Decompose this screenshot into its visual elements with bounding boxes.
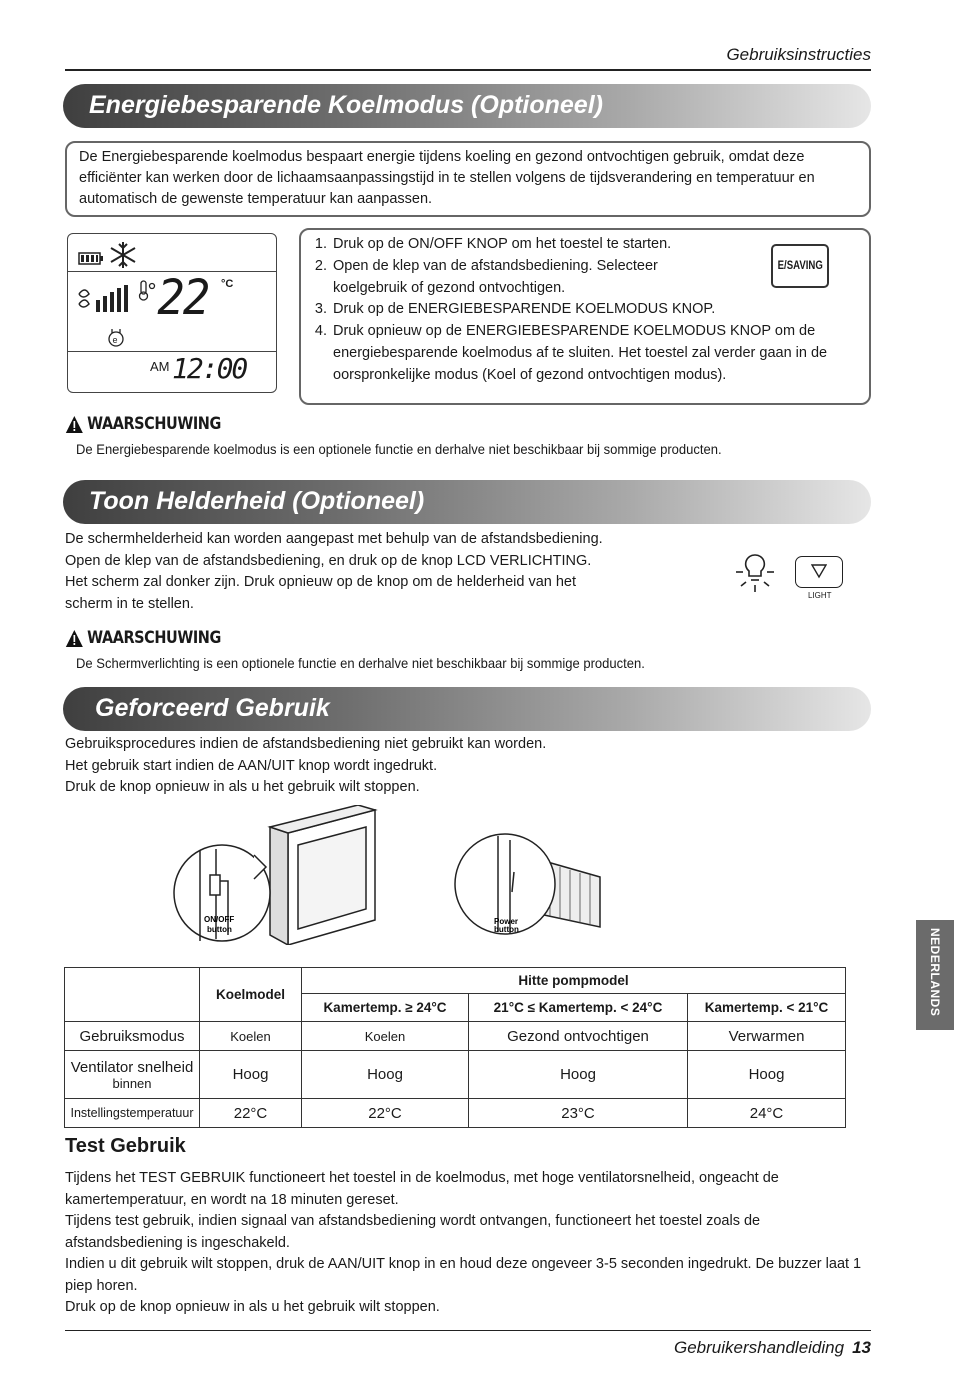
ampm-indicator: AM <box>150 359 170 374</box>
snowflake-icon <box>108 240 138 270</box>
paragraph: Tijdens test gebruik, indien signaal van afstandsbediening wordt ontvangen, functioneert het toestel zoals de afstandsbediening is ingeschakeld. <box>65 1213 761 1251</box>
step-2: 2. Open de klep van de afstandsbediening. Selecteer koelgebruik of gezond ontvochtigen. <box>331 256 733 300</box>
row-label: Gebruiksmodus <box>65 1022 200 1051</box>
running-header: Gebruiksinstructies <box>726 45 871 64</box>
section-banner-energy <box>63 84 871 128</box>
paragraph: Tijdens het TEST GEBRUIK functioneert het toestel in de koelmodus, met hoge ventilatorsnelheid, ongeacht de kamertemperatuur, en wordt na 18 minuten gereset. <box>65 1170 779 1208</box>
indoor-unit-illustration-2 <box>450 822 610 947</box>
paragraph: Indien u dit gebruik wilt stoppen, druk de AAN/UIT knop in en houd deze ongeveer 3-5 seconden ingedrukt. De buzzer laat 1 piep horen. <box>65 1256 862 1294</box>
svg-text:e: e <box>112 335 118 345</box>
section-title: Energiebesparende Koelmodus (Optioneel) <box>89 91 603 119</box>
table-row <box>65 1022 846 1051</box>
table-cell: Hoog <box>302 1051 469 1099</box>
brightness-text <box>65 529 725 615</box>
section-banner-forced <box>63 687 871 731</box>
text-line: Het scherm zal donker zijn. Druk opnieuw op de knop om de helderheid van het <box>65 574 577 590</box>
steps-box <box>299 228 871 405</box>
sub-header: Kamertemp. < 21°C <box>688 994 846 1022</box>
table-cell: Gezond ontvochtigen <box>469 1022 688 1051</box>
sub-header: Kamertemp. ≥ 24°C <box>302 994 469 1022</box>
step-3: 3. Druk op de ENERGIEBESPARENDE KOELMODUS KNOP. <box>331 299 861 321</box>
test-heading: Test Gebruik <box>65 1135 186 1157</box>
section-title: Toon Helderheid (Optioneel) <box>89 487 425 515</box>
text-line: Gebruiksprocedures indien de afstandsbediening niet gebruikt kan worden. <box>65 736 547 752</box>
warning-heading: WAARSCHUWING <box>65 628 221 648</box>
lightbulb-icon <box>733 552 777 594</box>
text-line: Open de klep van de afstandsbediening, en druk op de knop LCD VERLICHTING. <box>65 552 592 569</box>
text-line: Druk de knop opnieuw in als u het gebruik wilt stoppen. <box>65 779 420 795</box>
esaving-icon <box>106 328 126 348</box>
table-cell: Koelen <box>302 1022 469 1051</box>
battery-icon <box>78 252 104 266</box>
test-text <box>65 1168 870 1319</box>
step-4: 4. Druk opnieuw op de ENERGIEBESPARENDE KOELMODUS KNOP om de energiebesparende koelmodus af te sluiten. Het toestel zal verder gaan in de oorspronkelijke modus (Koel of gezond ontvochtigen modus). <box>331 321 861 386</box>
fig2-label-1: Power <box>494 917 519 926</box>
clock-readout: 12:00 <box>172 352 247 385</box>
table-cell: 22°C <box>200 1099 302 1128</box>
warning-text: De Energiebesparende koelmodus is een optionele functie en derhalve niet beschikbaar bij sommige producten. <box>76 441 722 457</box>
table-cell: Hoog <box>200 1051 302 1099</box>
footer-label: Gebruikershandleiding <box>673 1338 845 1357</box>
row-label: Instellingstemperatuur <box>65 1099 200 1128</box>
warning-icon <box>65 415 84 434</box>
light-button-label: LIGHT <box>808 591 832 600</box>
table-cell: 22°C <box>302 1099 469 1128</box>
table-row <box>65 1051 846 1099</box>
language-tab: NEDERLANDS <box>916 920 954 1030</box>
section-title: Geforceerd Gebruik <box>95 694 330 722</box>
fig1-label-1: ON/OFF <box>204 915 235 924</box>
esaving-button-label: E/SAVING <box>777 258 823 273</box>
text-line: De schermhelderheid kan worden aangepast met behulp van de afstandsbediening. <box>65 531 603 547</box>
table-cell: Hoog <box>688 1051 846 1099</box>
col-header-koel: Koelmodel <box>200 968 302 1022</box>
header-rule <box>65 69 871 71</box>
paragraph: Druk op de knop opnieuw in als u het gebruik wilt stoppen. <box>65 1299 440 1315</box>
fan-speed-icon <box>76 284 132 316</box>
footer-rule <box>65 1330 871 1331</box>
text-line: scherm in te stellen. <box>65 595 194 612</box>
sub-header: 21°C ≤ Kamertemp. < 24°C <box>469 994 688 1022</box>
esaving-button[interactable] <box>771 244 829 288</box>
fig1-label-2: button <box>207 925 232 934</box>
fig2-label-2: button <box>494 925 519 934</box>
thermometer-icon <box>138 280 158 302</box>
light-button[interactable] <box>795 556 843 588</box>
table-cell: Koelen <box>200 1022 302 1051</box>
remote-display-illustration <box>67 233 277 393</box>
table-cell: Hoog <box>469 1051 688 1099</box>
text-line: Het gebruik start indien de AAN/UIT knop wordt ingedrukt. <box>65 757 438 774</box>
section-banner-brightness <box>63 480 871 524</box>
page-number: 13 <box>852 1338 871 1357</box>
temperature-unit: °C <box>221 278 234 290</box>
temperature-readout: 22 <box>157 270 209 326</box>
table-corner <box>65 968 200 1022</box>
intro-box <box>65 141 871 217</box>
step-1: 1. Druk op de ON/OFF KNOP om het toestel te starten. <box>331 234 733 256</box>
triangle-down-icon <box>811 564 827 579</box>
warning-heading: WAARSCHUWING <box>65 414 221 434</box>
forced-operation-table <box>64 967 846 1128</box>
table-cell: 23°C <box>469 1099 688 1128</box>
intro-text: De Energiebesparende koelmodus bespaart energie tijdens koeling en gezond ontvochtigen gebruik, omdat deze efficiënter kan werken door de lichaamsaanpassingstijd in te stellen volgens de tijdsverandering en temperatuur en automatisch de gewenste temperatuur kan aanpassen. <box>79 149 815 207</box>
col-header-hitte: Hitte pompmodel <box>302 968 846 994</box>
row-label: Ventilator snelheid binnen <box>65 1051 200 1099</box>
footer <box>674 1338 871 1358</box>
table-cell: Verwarmen <box>688 1022 846 1051</box>
table-cell: 24°C <box>688 1099 846 1128</box>
indoor-unit-illustration-1 <box>170 805 390 945</box>
warning-icon <box>65 629 84 648</box>
warning-text: De Schermverlichting is een optionele functie en derhalve niet beschikbaar bij sommige producten. <box>76 655 645 671</box>
forced-text <box>65 734 765 799</box>
table-row <box>65 1099 846 1128</box>
